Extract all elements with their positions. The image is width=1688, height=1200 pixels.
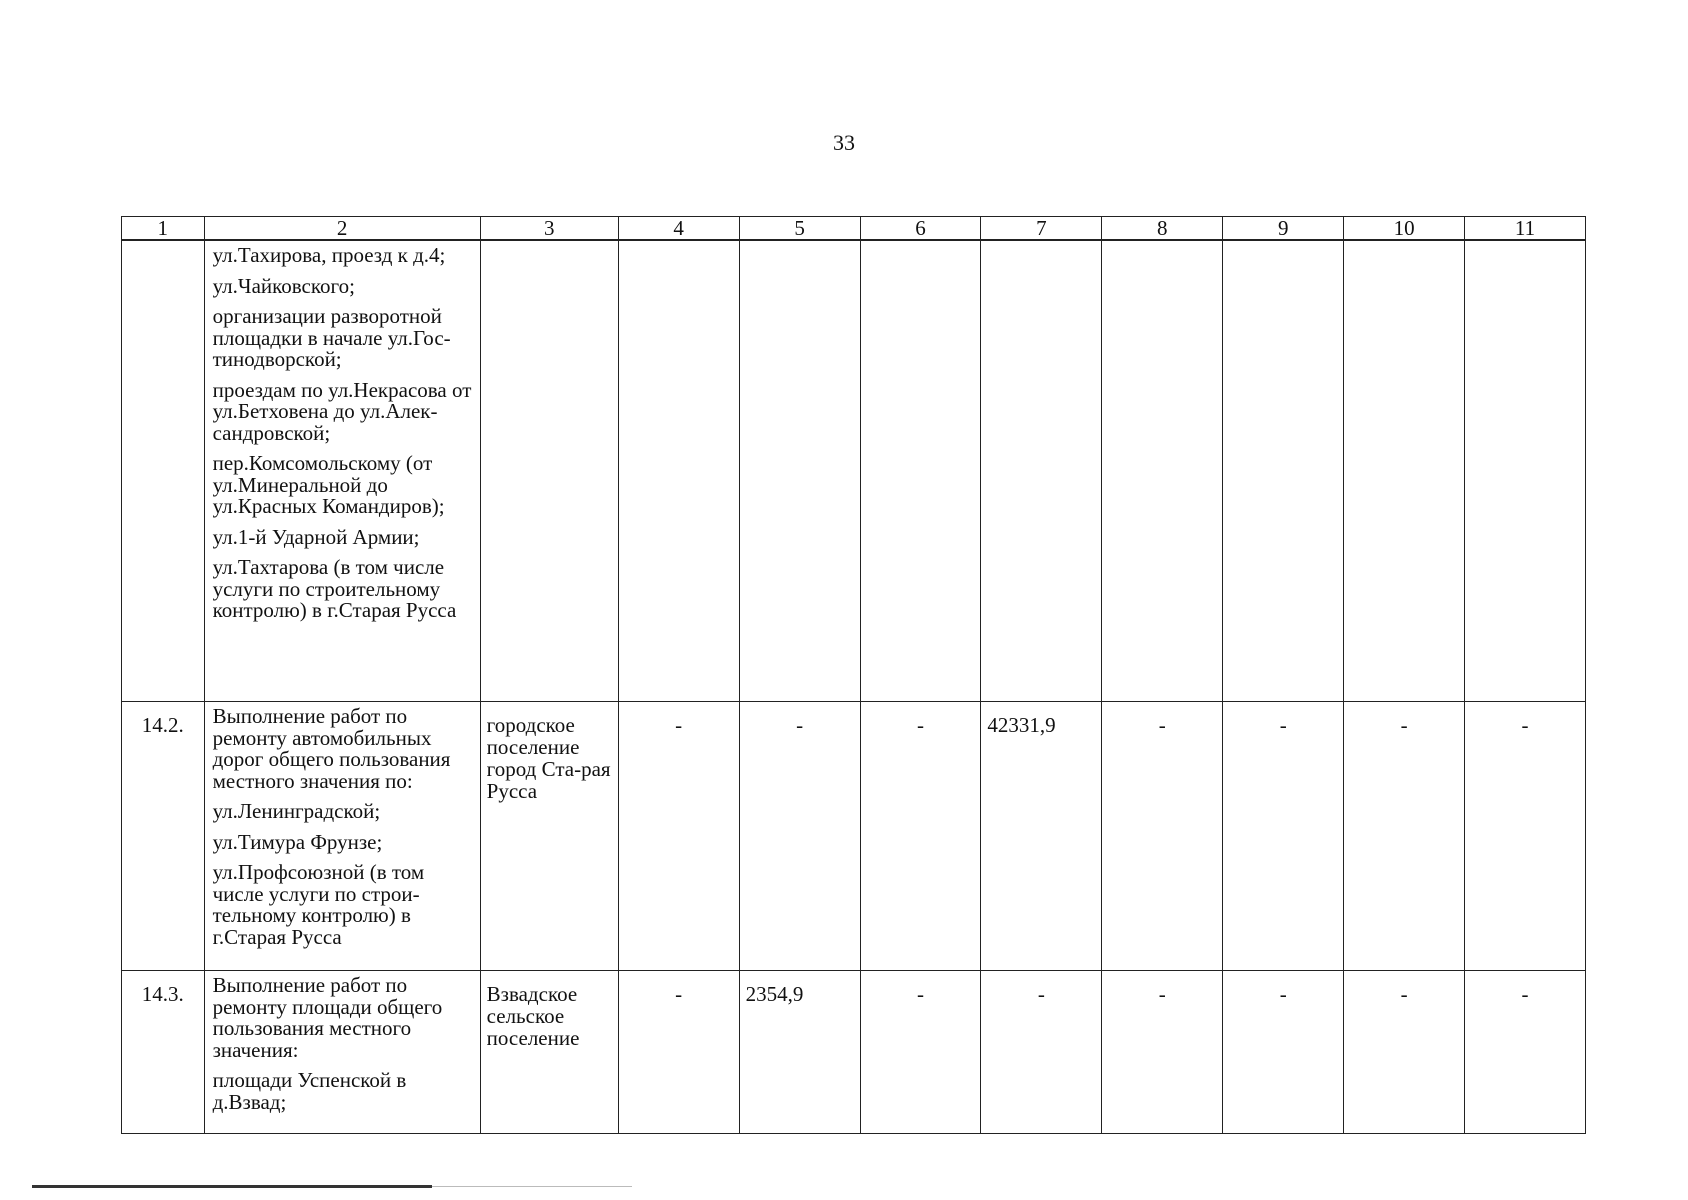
budget-table <box>121 216 1586 1134</box>
value-cell: - <box>981 971 1102 1134</box>
municipality-cell <box>480 240 618 702</box>
description-line: площади Успенской в д.Взвад; <box>212 1068 407 1114</box>
value-cell: - <box>618 971 739 1134</box>
column-header: 3 <box>480 217 618 241</box>
value-cell: - <box>1344 702 1465 971</box>
description-line: ул.Профсоюзной (в том числе услуги по строи-тельному контролю) в г.Старая Русса <box>212 860 425 949</box>
table-row <box>122 702 1586 971</box>
value-cell: - <box>1223 971 1344 1134</box>
row-number <box>122 240 205 702</box>
table-row <box>122 971 1586 1134</box>
row-number: 14.2. <box>122 702 205 971</box>
description-line: пер.Комсомольскому (от ул.Минеральной до ул.Красных Командиров); <box>212 451 445 518</box>
row-description <box>204 240 480 702</box>
value-cell <box>1102 240 1223 702</box>
value-cell: - <box>860 971 981 1134</box>
value-cell: - <box>860 702 981 971</box>
table-row <box>122 240 1586 702</box>
value-cell: - <box>618 702 739 971</box>
description-line: ул.Тимура Фрунзе; <box>212 829 383 854</box>
value-cell <box>860 240 981 702</box>
value-cell: - <box>1465 971 1586 1134</box>
column-header: 6 <box>860 217 981 241</box>
description-line: Выполнение работ по ремонту автомобильных дорог общего пользования местного значения по: <box>212 704 451 793</box>
column-header: 1 <box>122 217 205 241</box>
description-line: ул.1-й Ударной Армии; <box>212 524 420 549</box>
value-cell: 2354,9 <box>739 971 860 1134</box>
description-line: ул.Тахтарова (в том числе услуги по строительному контролю) в г.Старая Русса <box>212 555 457 622</box>
value-cell: - <box>1344 971 1465 1134</box>
municipality-cell: Взвадское сельское поселение <box>480 971 618 1134</box>
value-cell <box>618 240 739 702</box>
column-header: 4 <box>618 217 739 241</box>
column-header: 2 <box>204 217 480 241</box>
row-description <box>204 702 480 971</box>
value-cell: - <box>1102 971 1223 1134</box>
column-header: 8 <box>1102 217 1223 241</box>
value-cell <box>1223 240 1344 702</box>
column-header: 5 <box>739 217 860 241</box>
column-header: 11 <box>1465 217 1586 241</box>
value-cell: - <box>1223 702 1344 971</box>
value-cell: 42331,9 <box>981 702 1102 971</box>
description-line: Выполнение работ по ремонту площади общего пользования местного значения: <box>212 973 443 1062</box>
value-cell <box>1344 240 1465 702</box>
row-description <box>204 971 480 1134</box>
footer-rule <box>32 1185 432 1188</box>
column-header: 9 <box>1223 217 1344 241</box>
value-cell: - <box>739 702 860 971</box>
description-line: организации разворотной площадки в начале ул.Гос-тинодворской; <box>212 304 451 371</box>
description-line: ул.Чайковского; <box>212 273 355 298</box>
description-line: ул.Тахирова, проезд к д.4; <box>212 243 446 267</box>
column-header: 10 <box>1344 217 1465 241</box>
row-number: 14.3. <box>122 971 205 1134</box>
municipality-cell: городское поселение город Ста-рая Русса <box>480 702 618 971</box>
description-line: ул.Ленинградской; <box>212 799 381 823</box>
footer-rule-faint <box>432 1186 632 1187</box>
column-number-row <box>122 217 1586 241</box>
value-cell <box>981 240 1102 702</box>
value-cell <box>739 240 860 702</box>
value-cell <box>1465 240 1586 702</box>
value-cell: - <box>1465 702 1586 971</box>
page-number: 33 <box>833 130 855 155</box>
value-cell: - <box>1102 702 1223 971</box>
description-line: проездам по ул.Некрасова от ул.Бетховена до ул.Алек-сандровской; <box>212 377 472 445</box>
column-header: 7 <box>981 217 1102 241</box>
